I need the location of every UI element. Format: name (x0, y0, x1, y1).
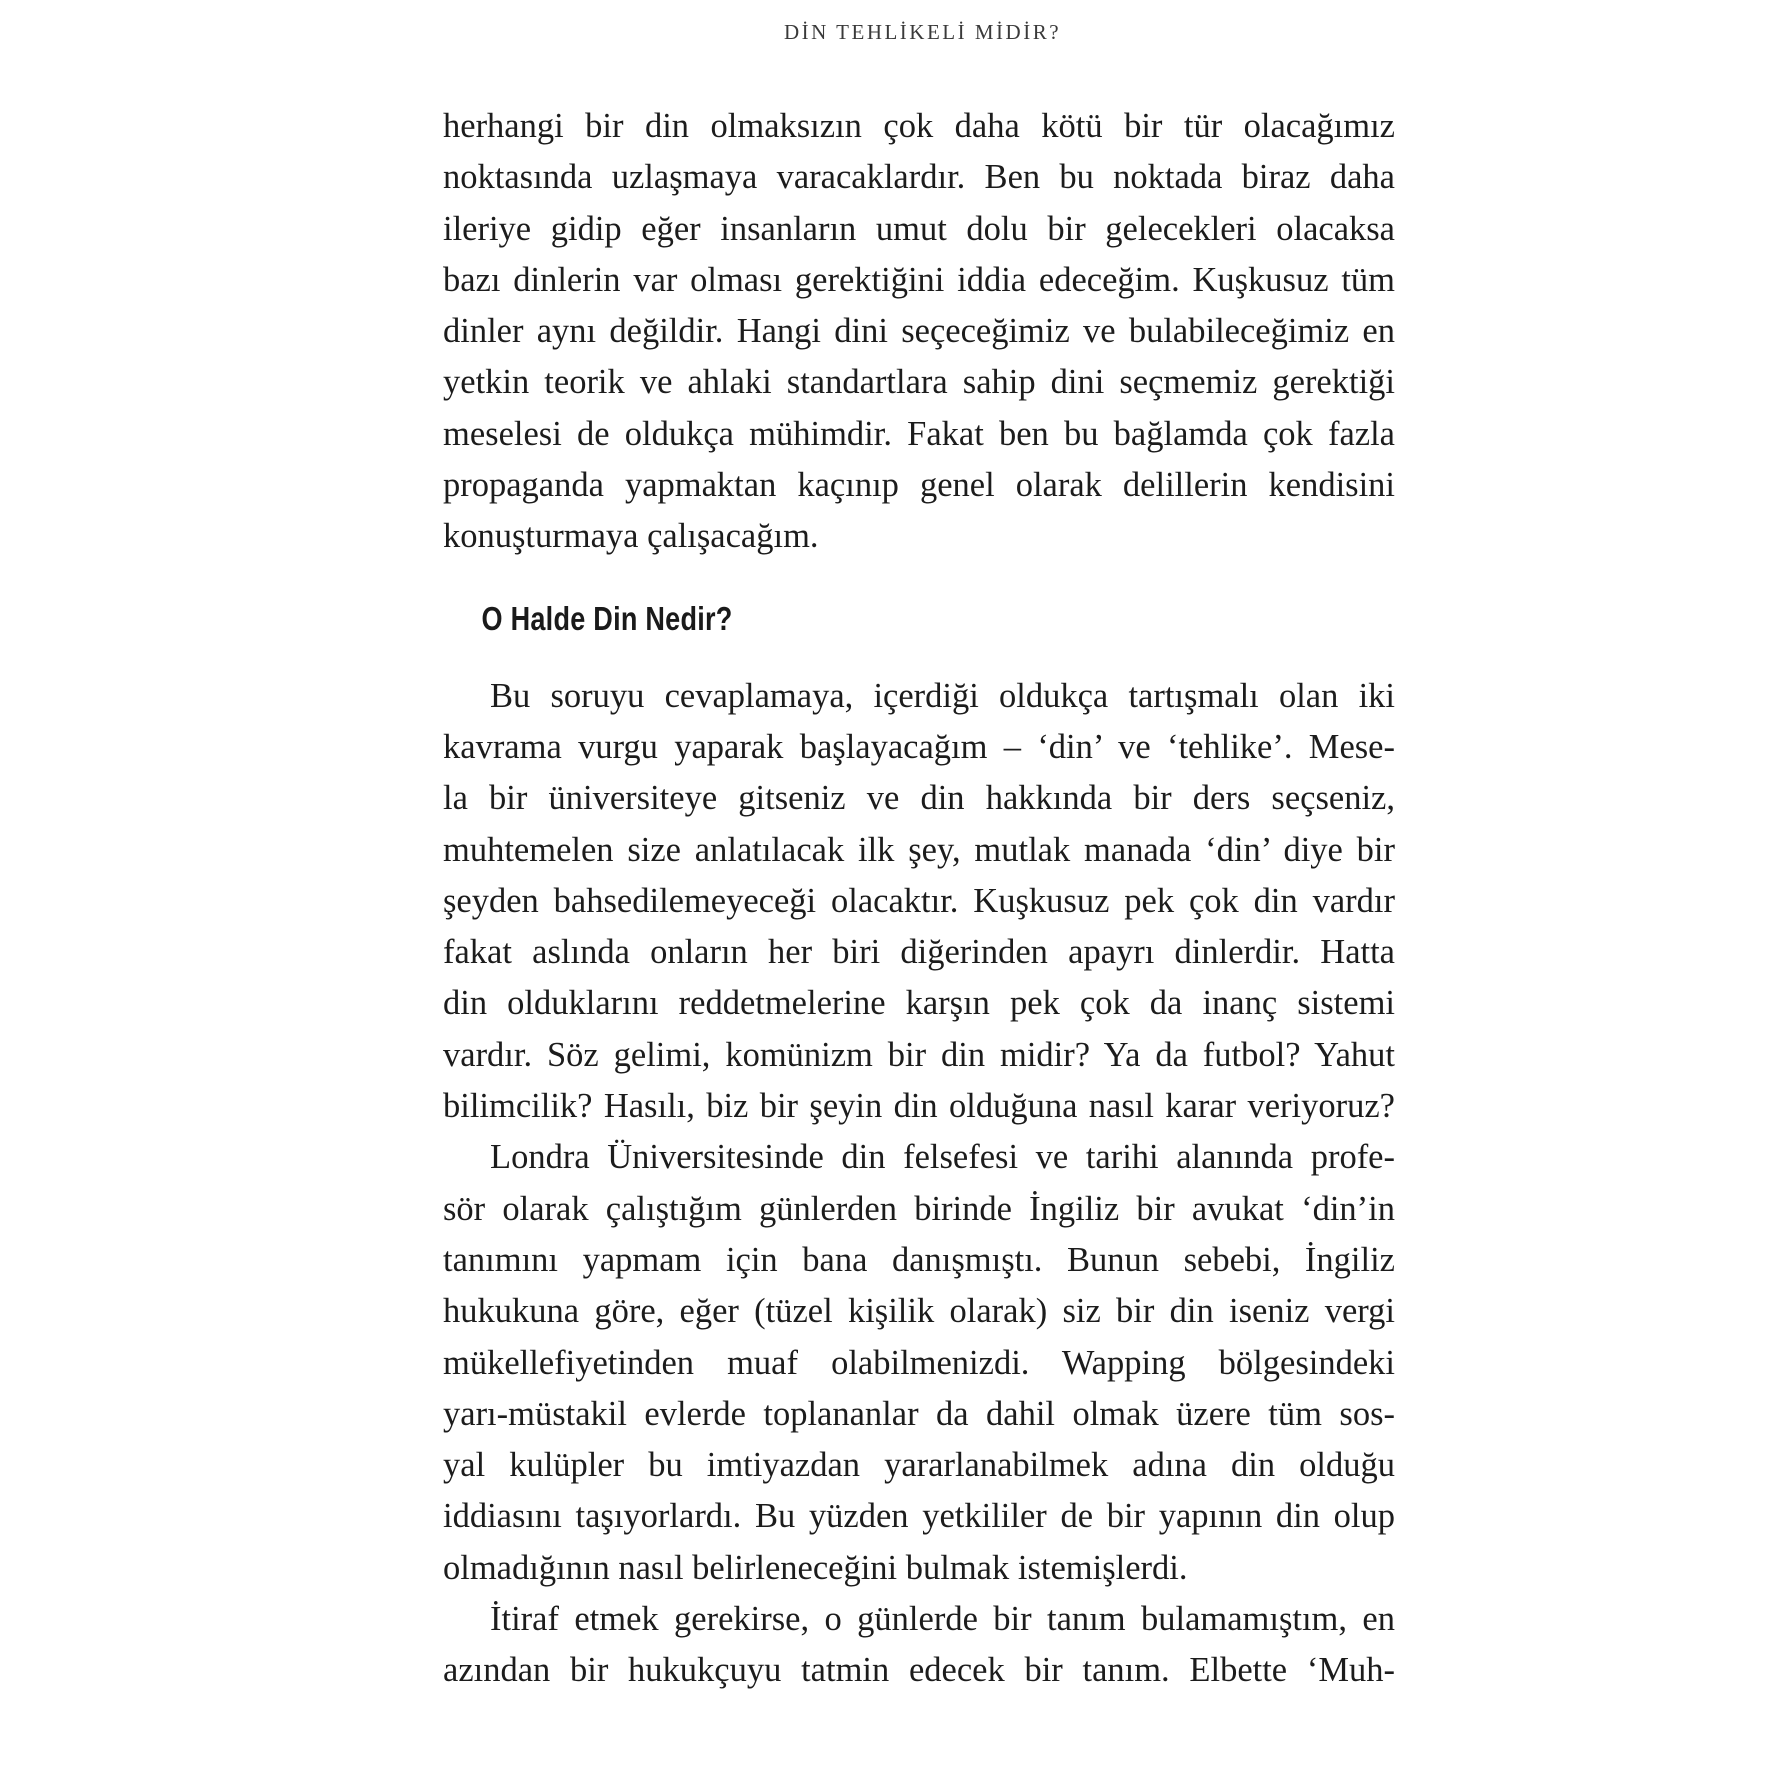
text-line: yetkin teorik ve ahlaki standartlara sahip dini seçmemiz gerektiği (443, 363, 1395, 402)
text-line: bazı dinlerin var olması gerektiğini iddia edeceğim. Kuşkusuz tüm (443, 260, 1395, 299)
text-line: Bu soruyu cevaplamaya, içerdiği oldukça tartışmalı olan iki (490, 676, 1395, 715)
text-line: İtiraf etmek gerekirse, o günlerde bir tanım bulamamıştım, en (490, 1600, 1395, 1639)
text-line: meselesi de oldukça mühimdir. Fakat ben bu bağlamda çok fazla (443, 414, 1395, 453)
text-line: din olduklarını reddetmelerine karşın pek çok da inanç sistemi (443, 984, 1395, 1023)
text-line: fakat aslında onların her biri diğerinden apayrı dinlerdir. Hatta (443, 933, 1395, 972)
text-line: herhangi bir din olmaksızın çok daha kötü bir tür olacağımız (443, 107, 1395, 145)
page-body (443, 101, 1395, 1697)
running-head: DİN TEHLİKELİ MİDİR? (783, 20, 1062, 44)
paragraph-4 (443, 1594, 1395, 1697)
text-line: kavrama vurgu yaparak başlayacağım – ‘din’ ve ‘tehlike’. Mese- (443, 727, 1395, 766)
text-line: muhtemelen size anlatılacak ilk şey, mutlak manada ‘din’ diye bir (443, 830, 1395, 869)
text-line: noktasında uzlaşmaya varacaklardır. Ben bu noktada biraz daha (443, 158, 1395, 197)
paragraph-1 (443, 101, 1395, 563)
text-line: vardır. Söz gelimi, komünizm bir din midir? Ya da futbol? Yahut (443, 1035, 1395, 1074)
text-line: konuşturmaya çalışacağım. (443, 517, 819, 556)
text-line: bilimcilik? Hasılı, biz bir şeyin din olduğuna nasıl karar veriyoruz? (443, 1087, 1395, 1126)
text-line: yal kulüpler bu imtiyazdan yararlanabilmek adına din olduğu (443, 1446, 1395, 1485)
paragraph-2 (443, 671, 1395, 1133)
text-line: propaganda yapmaktan kaçınıp genel olarak delillerin kendisini (443, 466, 1395, 505)
text-line: la bir üniversiteye gitseniz ve din hakkında bir ders seçseniz, (443, 779, 1395, 818)
text-line: olmadığının nasıl belirleneceğini bulmak istemişlerdi. (443, 1548, 1188, 1587)
text-line: dinler aynı değildir. Hangi dini seçeceğimiz ve bulabileceğimiz en (443, 312, 1395, 351)
text-line: Londra Üniversitesinde din felsefesi ve tarihi alanında profe- (490, 1138, 1395, 1177)
paragraph-3 (443, 1132, 1395, 1594)
text-line: mükellefiyetinden muaf olabilmenizdi. Wapping bölgesindeki (443, 1343, 1395, 1382)
text-line: sör olarak çalıştığım günlerden birinde İngiliz bir avukat ‘din’in (443, 1189, 1395, 1228)
text-line: tanımını yapmam için bana danışmıştı. Bunun sebebi, İngiliz (443, 1240, 1395, 1279)
text-line: yarı-müstakil evlerde toplananlar da dahil olmak üzere tüm sos- (443, 1394, 1395, 1433)
text-line: şeyden bahsedilemeyeceği olacaktır. Kuşkusuz pek çok din vardır (443, 881, 1395, 920)
text-line: azından bir hukukçuyu tatmin edecek bir tanım. Elbette ‘Muh- (443, 1651, 1395, 1690)
section-heading: O Halde Din Nedir? (481, 599, 733, 637)
text-line: iddiasını taşıyorlardı. Bu yüzden yetkililer de bir yapının din olup (443, 1497, 1395, 1536)
text-line: hukukuna göre, eğer (tüzel kişilik olarak) siz bir din iseniz vergi (443, 1292, 1395, 1331)
text-line: ileriye gidip eğer insanların umut dolu bir gelecekleri olacaksa (443, 209, 1395, 248)
